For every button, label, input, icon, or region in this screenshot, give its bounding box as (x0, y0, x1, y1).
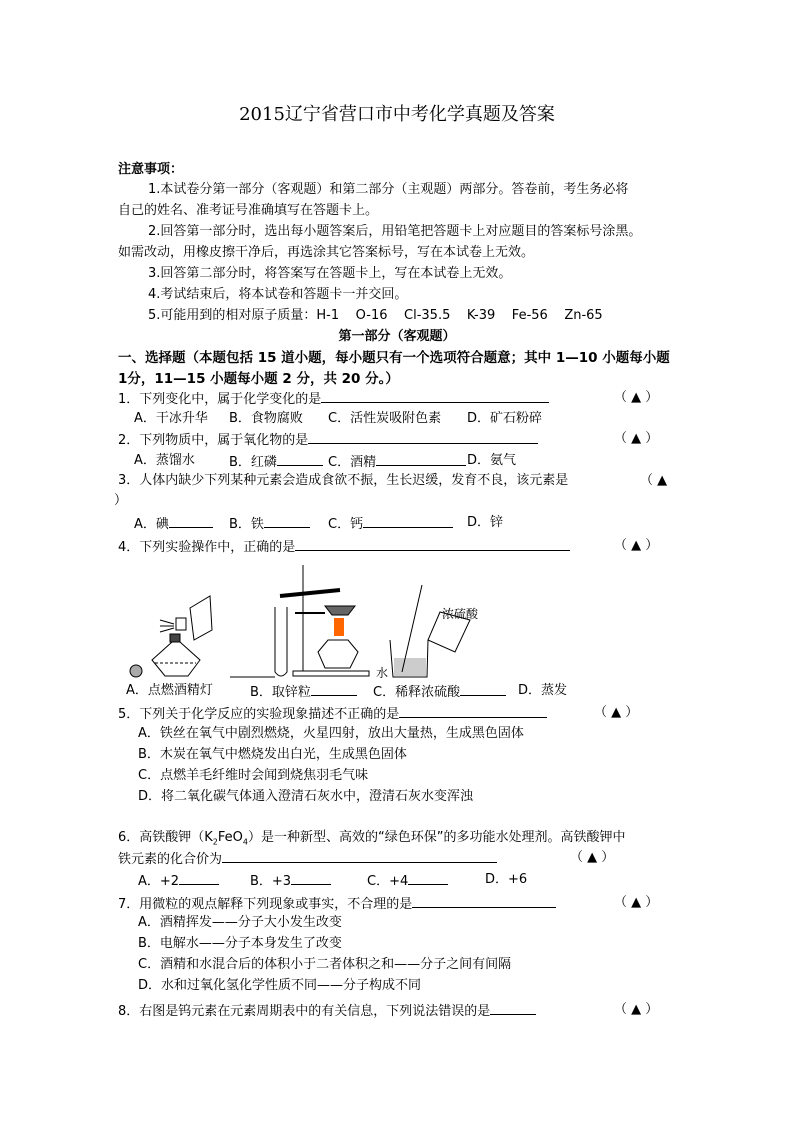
option: C．+4 (367, 871, 448, 891)
notice-item: 如需改动，用橡皮擦干净后，再选涂其它答案标号，写在本试卷上无效。 (118, 245, 535, 260)
experiment-figures (110, 560, 670, 685)
question-6: 6．高铁酸钾$(K_2FeO_4)$是一种新型、高效的“绿色环保”的多功能水处理剂。高铁酸钾中 (118, 830, 626, 847)
water-label: 水 (376, 666, 389, 680)
option: B．木炭在氧气中燃烧发出白光，生成黑色固体 (138, 747, 407, 762)
option: A．蒸馏水 (134, 453, 195, 468)
option: A．酒精挥发——分子大小发生改变 (138, 915, 342, 930)
page-title: 2015辽宁省营口市中考化学真题及答案 (239, 104, 555, 125)
option: B．+3 (250, 871, 331, 891)
section-heading: 一、选择题（本题包括 15 道小题，每小题只有一个选项符合题意；其中 1—10 小题每小题 (118, 350, 670, 366)
option: A．干冰升华 (134, 411, 208, 426)
option: B．食物腐败 (229, 411, 303, 426)
question-4 (118, 537, 570, 557)
answer-blank[interactable] (399, 704, 547, 718)
section-heading: 1分，11—15 小题每小题 2 分，共 20 分。） (118, 371, 399, 387)
question-8 (118, 1001, 536, 1021)
dilute-acid-figure (376, 585, 479, 680)
question-5 (118, 704, 547, 724)
question-stem: 2．下列物质中，属于氧化物的是 (118, 433, 309, 448)
question-stem: 1．下列变化中，属于化学变化的是 (118, 392, 322, 407)
option: A．碘 (134, 514, 213, 534)
answer-blank[interactable] (412, 894, 556, 908)
answer-blank[interactable] (490, 1001, 536, 1015)
answer-blank[interactable] (295, 537, 570, 551)
option: D．氨气 (467, 453, 517, 468)
option: D．将二氧化碳气体通入澄清石灰水中，澄清石灰水变浑浊 (138, 789, 474, 804)
notice-item: 自己的姓名、准考证号准确填写在答题卡上。 (118, 203, 379, 218)
option: C．酒精 (328, 452, 466, 472)
question-2 (118, 430, 538, 450)
zinc-granule-figure (230, 565, 369, 677)
part-heading: 第一部分（客观题） (338, 329, 456, 344)
notice-item: 4.考试结束后，将本试卷和答题卡一并交回。 (148, 287, 408, 302)
option: B．取锌粒 (250, 682, 357, 702)
option: A．+2 (138, 871, 219, 891)
question-6-line2: 铁元素的化合价为 (118, 849, 497, 869)
option: B．电解水——分子本身发生了改变 (138, 936, 342, 951)
option: A．铁丝在氧气中剧烈燃烧，火星四射，放出大量热，生成黑色固体 (138, 726, 524, 741)
answer-mark: （ ▲ ） (614, 1002, 659, 1017)
alcohol-lamp-figure (130, 596, 212, 677)
question-7 (118, 894, 556, 914)
question-1 (118, 389, 549, 409)
option: D．矿石粉碎 (467, 411, 543, 426)
acid-label: 浓硫酸 (442, 607, 479, 621)
notice-item: 5.可能用到的相对原子质量：H-1 O-16 Cl-35.5 K-39 Fe-56 Zn-65 (148, 308, 603, 323)
option: C．活性炭吸附色素 (328, 411, 442, 426)
question-stem: 7．用微粒的观点解释下列现象或事实，不合理的是 (118, 897, 413, 912)
option: C．酒精和水混合后的体积小于二者体积之和——分子之间有间隔 (138, 957, 512, 972)
option: D．蒸发 (518, 683, 568, 698)
option: D．+6 (485, 872, 528, 887)
option: C．钙 (328, 514, 453, 534)
answer-mark: （ ▲ ） (614, 895, 659, 910)
answer-mark: （ ▲ ） (614, 538, 659, 553)
answer-blank[interactable] (308, 430, 538, 444)
option: D．锌 (467, 515, 504, 530)
option: B．红磷 (229, 452, 323, 472)
question-stem: 4．下列实验操作中，正确的是 (118, 540, 296, 555)
option: D．水和过氧化氢化学性质不同——分子构成不同 (138, 978, 422, 993)
notice-item: 1.本试卷分第一部分（客观题）和第二部分（主观题）两部分。答卷前，考生务必将 (148, 182, 629, 197)
option: C．点燃羊毛纤维时会闻到烧焦羽毛气味 (138, 768, 369, 783)
answer-blank[interactable] (321, 389, 549, 403)
answer-mark: （ ▲ ） (614, 390, 659, 405)
answer-blank[interactable] (222, 849, 497, 863)
answer-mark-close: ） (114, 493, 128, 508)
answer-mark: （ ▲ ） (614, 431, 659, 446)
option: C．稀释浓硫酸 (373, 682, 506, 702)
notice-item: 3.回答第二部分时，将答案写在答题卡上，写在本试卷上无效。 (148, 266, 512, 281)
notice-heading: 注意事项： (118, 162, 184, 177)
notice-item: 2.回答第一部分时，选出每小题答案后，用铅笔把答题卡上对应题目的答案标号涂黑。 (148, 224, 642, 239)
question-3: 3．人体内缺少下列某种元素会造成食欲不振，生长迟缓，发育不良，该元素是 (118, 473, 569, 488)
question-stem: 8．右图是钨元素在元素周期表中的有关信息，下列说法错误的是 (118, 1004, 491, 1019)
answer-mark: （ ▲ (640, 473, 668, 488)
option: A．点燃酒精灯 (126, 683, 213, 698)
option: B．铁 (229, 514, 310, 534)
question-stem: 5．下列关于化学反应的实验现象描述不正确的是 (118, 707, 400, 722)
answer-mark: （ ▲ ） (594, 705, 639, 720)
answer-mark: （ ▲ ） (570, 850, 615, 865)
